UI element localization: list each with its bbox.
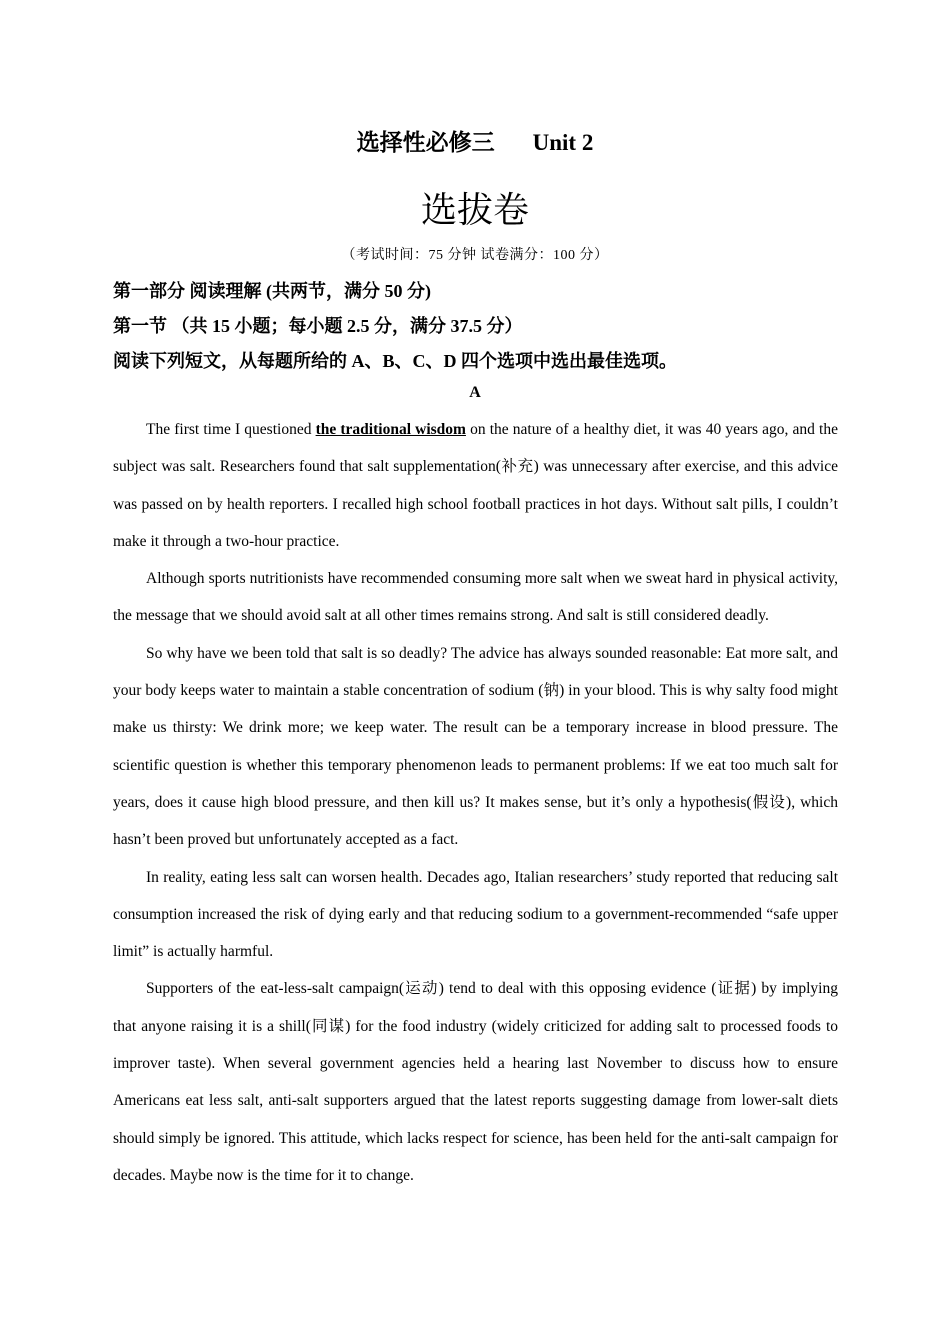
passage-label: A	[469, 384, 481, 401]
instruction-heading: 阅读下列短文，从每题所给的 A、B、C、D 四个选项中选出最佳选项。	[113, 351, 677, 371]
title-unit: Unit 2	[532, 130, 594, 155]
paragraph-4: In reality, eating less salt can worsen health. Decades ago, Italian researchers’ study reported that reducing salt consumption increased the risk of dying early and that reducing sodium to a government-recommended “safe upper limit” is actually harmful.	[113, 868, 838, 961]
page-title	[0, 124, 950, 157]
part-heading: 第一部分 阅读理解 (共两节，满分 50 分)	[113, 281, 431, 301]
exam-info: （考试时间：75 分钟 试卷满分：100 分）	[341, 248, 609, 263]
paragraph-1-rest: on the nature of a healthy diet, it was 40 years ago, and the subject was salt. Researchers found that salt supplementation(补充) was unnecessary after exercise, and this advice was passed on by health reporters. I recalled high school football practices in hot days. Without salt pills, I couldn’t make it through a two-hour practice.	[113, 421, 838, 550]
paragraph-1-start: The first time I questioned	[146, 421, 316, 438]
passage-body	[113, 411, 838, 1194]
paragraph-1	[113, 411, 838, 560]
paragraph-2: Although sports nutritionists have recommended consuming more salt when we sweat hard in physical activity, the message that we should avoid salt at all other times remains strong. And salt is still considered deadly.	[113, 570, 838, 625]
paragraph-3: So why have we been told that salt is so deadly? The advice has always sounded reasonable: Eat more salt, and your body keeps water to maintain a stable concentration of sodium (钠) in your blood. This is why salty food might make us thirsty: We drink more; we keep water. The result can be a temporary increase in blood pressure. The scientific question is whether this temporary phenomenon leads to permanent problems: If we eat too much salt for years, does it cause high blood pressure, and then kill us? It makes sense, but it’s only a hypothesis(假设), which hasn’t been proved but unfortunately accepted as a fact.	[113, 644, 838, 849]
section-heading: 第一节 （共 15 小题；每小题 2.5 分，满分 37.5 分）	[113, 316, 523, 336]
page-subtitle: 选拔卷	[420, 190, 529, 231]
paragraph-5: Supporters of the eat-less-salt campaign(运动) tend to deal with this opposing evidence (证据) by implying that anyone raising it is a shill(同谋) for the food industry (widely criticized for adding salt to processed foods to improver taste). When several government agencies held a hearing last November to discuss how to ensure Americans eat less salt, anti-salt supporters argued that the latest reports suggesting damage from lower-salt diets should simply be ignored. This attitude, which lacks respect for science, has been held for the anti-salt campaign for decades. Maybe now is the time for it to change.	[113, 980, 838, 1184]
underlined-phrase: the traditional wisdom	[315, 421, 466, 438]
title-chinese: 选择性必修三	[356, 130, 495, 155]
